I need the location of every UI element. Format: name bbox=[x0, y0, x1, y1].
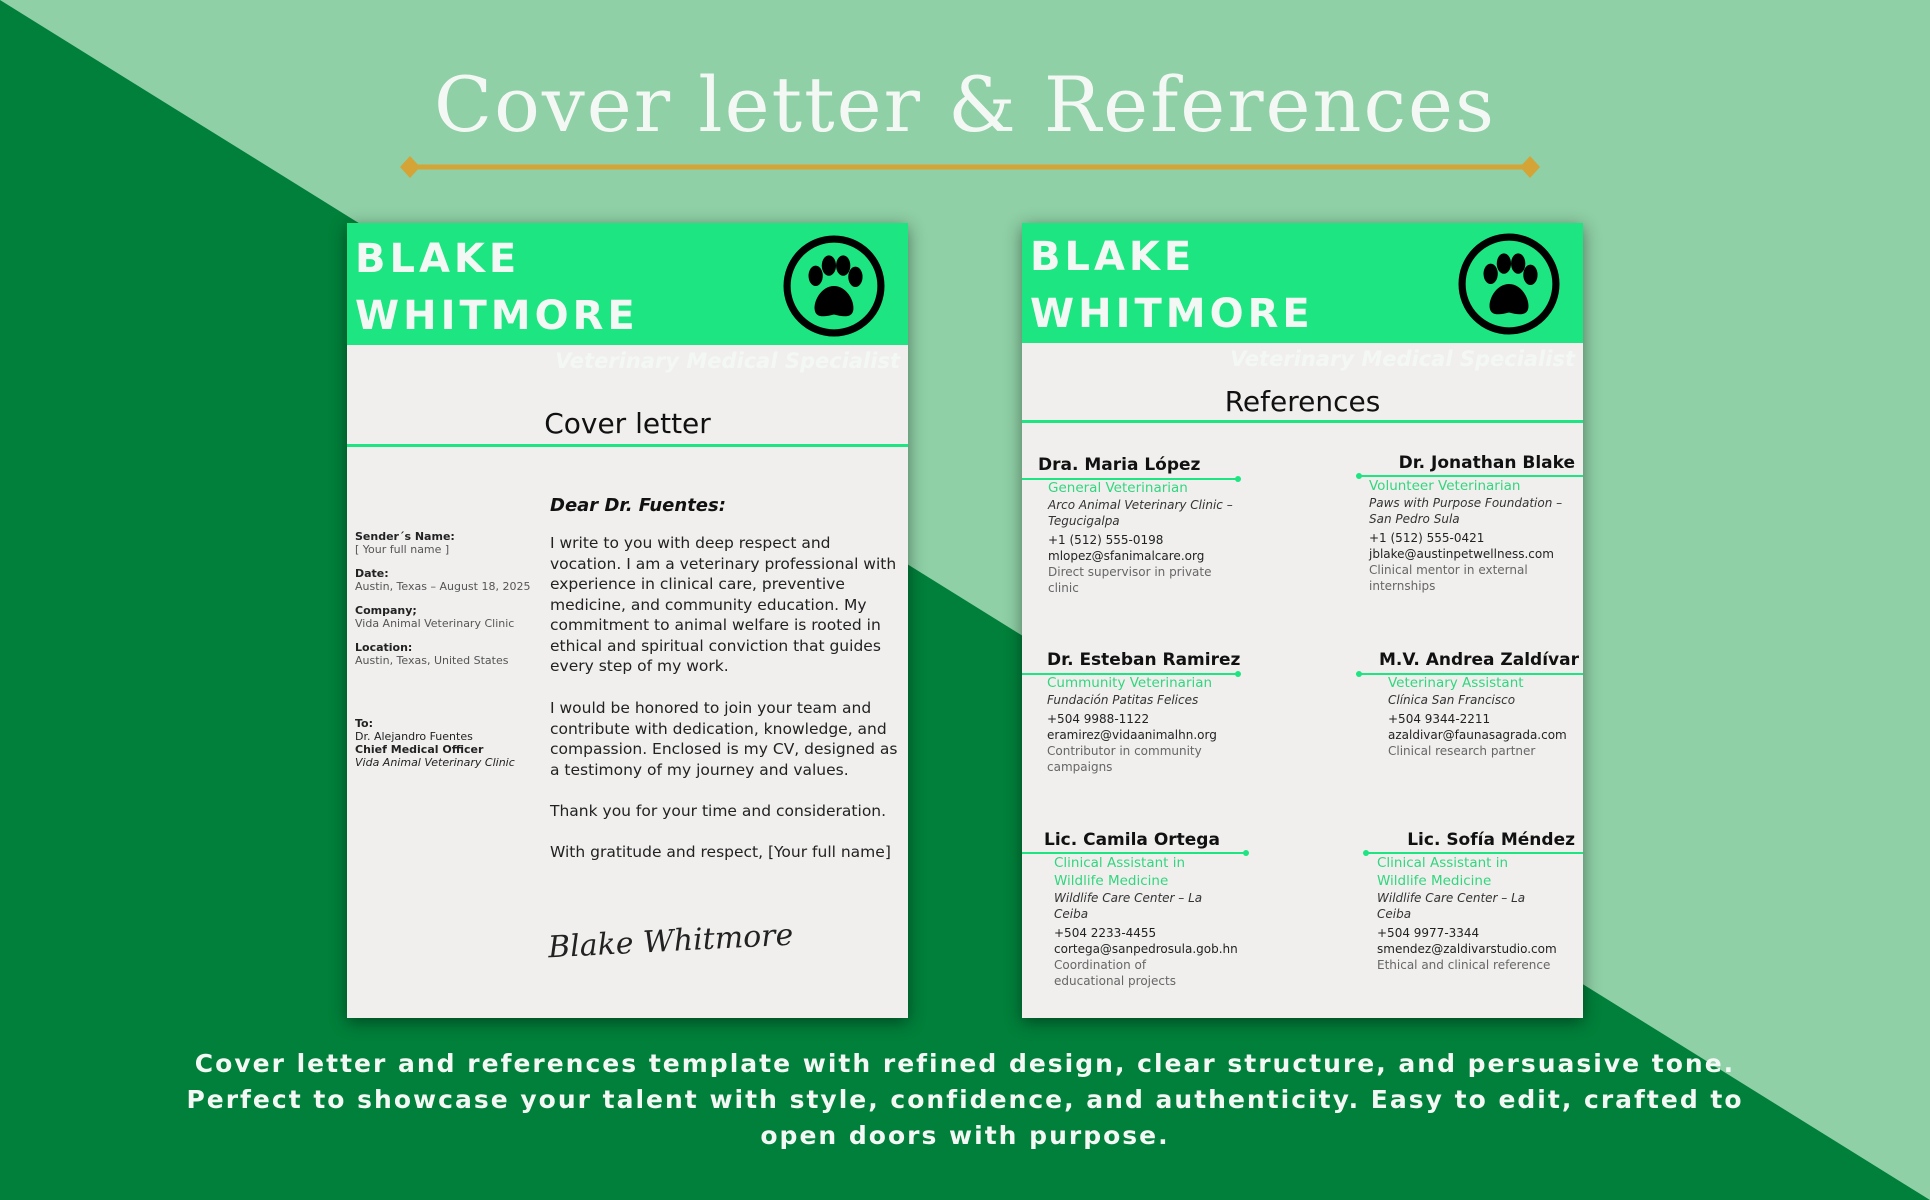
recipient-info bbox=[355, 717, 515, 769]
ref-email: smendez@zaldivarstudio.com bbox=[1377, 942, 1557, 956]
date-value: Austin, Texas – August 18, 2025 bbox=[355, 580, 531, 593]
ref-role: Clinical Assistant in Wildlife Medicine bbox=[1054, 855, 1186, 889]
ref-note: Coordination of educational projects bbox=[1054, 958, 1176, 988]
references-rule bbox=[1022, 420, 1583, 423]
references-heading: References bbox=[1224, 385, 1381, 418]
ref-note: Ethical and clinical reference bbox=[1377, 958, 1551, 972]
paw-icon bbox=[1458, 233, 1560, 335]
reference-card bbox=[1377, 830, 1577, 973]
doc-subtitle: Veterinary Medical Specialist bbox=[1230, 347, 1575, 371]
ref-phone: +504 2233-4455 bbox=[1054, 926, 1157, 940]
sender-value: [ Your full name ] bbox=[355, 543, 450, 556]
reference-card bbox=[1038, 455, 1268, 596]
ref-note: Clinical research partner bbox=[1388, 744, 1536, 758]
reference-card bbox=[1369, 453, 1577, 594]
recipient-clinic: Vida Animal Veterinary Clinic bbox=[355, 756, 515, 769]
ref-phone: +504 9344-2211 bbox=[1388, 712, 1491, 726]
references-document bbox=[1022, 223, 1583, 1018]
ref-role: Volunteer Veterinarian bbox=[1369, 478, 1521, 494]
ref-org: Fundación Patitas Felices bbox=[1047, 693, 1199, 707]
last-name: WHITMORE bbox=[1030, 291, 1314, 337]
ref-org: Wildlife Care Center – La Ceiba bbox=[1377, 891, 1526, 921]
ref-name: Lic. Sofía Méndez bbox=[1407, 830, 1575, 850]
cover-letter-heading: Cover letter bbox=[544, 407, 711, 440]
ref-org: Clínica San Francisco bbox=[1388, 693, 1516, 707]
ref-name: Dra. Maria López bbox=[1038, 455, 1201, 475]
ref-note: Direct supervisor in private clinic bbox=[1048, 565, 1212, 595]
ref-email: jblake@austinpetwellness.com bbox=[1369, 547, 1554, 561]
ref-dot bbox=[1363, 850, 1369, 856]
ref-org: Paws with Purpose Foundation – San Pedro Sula bbox=[1369, 496, 1563, 526]
ref-phone: +1 (512) 555-0198 bbox=[1048, 533, 1164, 547]
location-label: Location: bbox=[355, 641, 413, 654]
first-name: BLAKE bbox=[355, 236, 521, 282]
date-label: Date: bbox=[355, 567, 389, 580]
ref-name: Lic. Camila Ortega bbox=[1044, 830, 1220, 850]
ref-org: Arco Animal Veterinary Clinic – Tegucigalpa bbox=[1048, 498, 1233, 528]
ref-role: General Veterinarian bbox=[1048, 480, 1188, 496]
reference-card bbox=[1047, 650, 1277, 775]
signature-text: Blake Whitmore bbox=[547, 917, 795, 966]
ref-phone: +504 9988-1122 bbox=[1047, 712, 1150, 726]
ref-note: Clinical mentor in external internships bbox=[1369, 563, 1528, 593]
reference-card bbox=[1044, 830, 1274, 989]
first-name: BLAKE bbox=[1030, 234, 1196, 280]
ref-phone: +504 9977-3344 bbox=[1377, 926, 1480, 940]
ref-dot bbox=[1356, 671, 1362, 677]
ref-org: Wildlife Care Center – La Ceiba bbox=[1054, 891, 1203, 921]
ref-role: Cummunity Veterinarian bbox=[1047, 675, 1213, 691]
ref-email: azaldivar@faunasagrada.com bbox=[1388, 728, 1567, 742]
letter-closing: With gratitude and respect, [Your full name] bbox=[550, 843, 891, 861]
doc-name bbox=[1030, 229, 1314, 343]
letter-paragraph: Thank you for your time and consideration. bbox=[550, 802, 887, 820]
ref-email: eramirez@vidaanimalhn.org bbox=[1047, 728, 1217, 742]
to-label: To: bbox=[355, 717, 373, 730]
sender-label: Sender´s Name: bbox=[355, 530, 455, 543]
ref-phone: +1 (512) 555-0421 bbox=[1369, 531, 1485, 545]
page-title: Cover letter & References bbox=[433, 60, 1497, 149]
letter-paragraph: I write to you with deep respect and vocation. I am a veterinary professional with experience in clinical care, preventive medicine, and community education. My commitment to animal welfare is rooted in ethical and spiritual conviction that guides every step of my work. bbox=[550, 534, 897, 675]
company-value: Vida Animal Veterinary Clinic bbox=[355, 617, 515, 630]
signature bbox=[542, 913, 795, 973]
reference-card bbox=[1369, 650, 1579, 759]
ref-dot bbox=[1356, 473, 1362, 479]
doc-subtitle: Veterinary Medical Specialist bbox=[555, 349, 900, 373]
cover-letter-document bbox=[347, 223, 908, 1018]
ref-email: mlopez@sfanimalcare.org bbox=[1048, 549, 1205, 563]
ref-email: cortega@sanpedrosula.gob.hn bbox=[1054, 942, 1238, 956]
ref-note: Contributor in community campaigns bbox=[1047, 744, 1202, 774]
caption-line: open doors with purpose. bbox=[760, 1121, 1170, 1150]
caption-line: Cover letter and references template with refined design, clear structure, and persuasive tone. bbox=[194, 1049, 1736, 1078]
ref-name: M.V. Andrea Zaldívar bbox=[1378, 650, 1579, 670]
ref-name: Dr. Esteban Ramirez bbox=[1047, 650, 1241, 670]
recipient-position: Chief Medical Officer bbox=[355, 743, 484, 756]
recipient-name: Dr. Alejandro Fuentes bbox=[355, 730, 473, 743]
paw-icon bbox=[783, 235, 885, 337]
caption-line: Perfect to showcase your talent with style, confidence, and authenticity. Easy to edit, crafted to bbox=[186, 1085, 1744, 1114]
last-name: WHITMORE bbox=[355, 293, 639, 339]
doc-name bbox=[355, 231, 639, 345]
caption bbox=[0, 1046, 1930, 1154]
greeting: Dear Dr. Fuentes: bbox=[550, 495, 726, 516]
letter-paragraph: I would be honored to join your team and contribute with dedication, knowledge, and compassion. Enclosed is my CV, designed as a testimony of my journey and values. bbox=[550, 699, 898, 779]
ref-role: Veterinary Assistant bbox=[1388, 675, 1524, 691]
location-value: Austin, Texas, United States bbox=[355, 654, 509, 667]
title-divider bbox=[400, 155, 1540, 179]
cover-letter-rule bbox=[347, 444, 908, 447]
company-label: Company; bbox=[355, 604, 417, 617]
sender-info bbox=[355, 530, 530, 667]
ref-name: Dr. Jonathan Blake bbox=[1398, 453, 1575, 473]
ref-role: Clinical Assistant in Wildlife Medicine bbox=[1377, 855, 1509, 889]
